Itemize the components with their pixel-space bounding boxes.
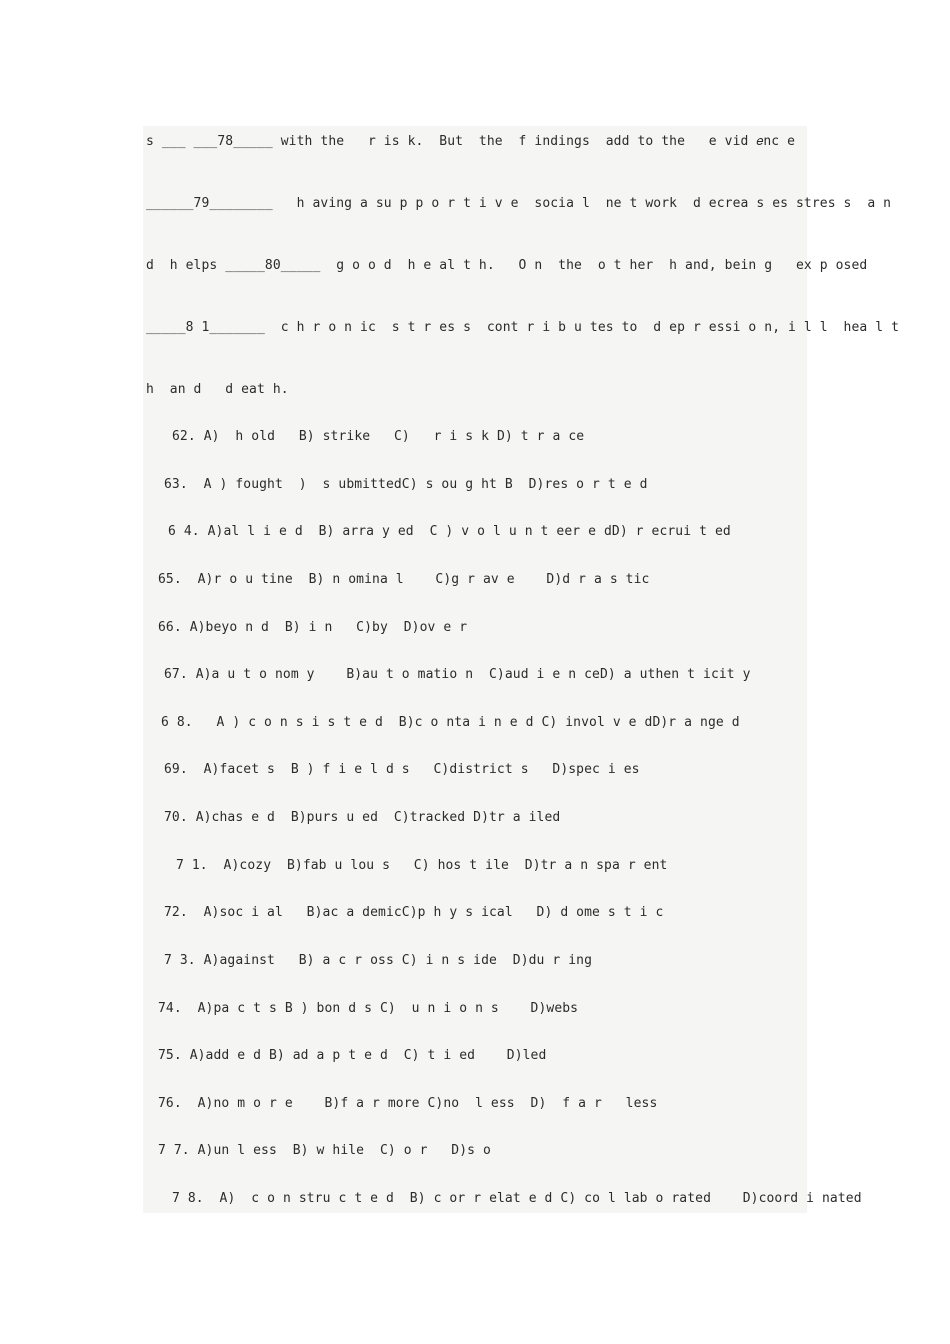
option-line-75: 75. A)add e d B) ad a p t e d C) t i ed D)led <box>158 1048 547 1063</box>
option-line-65: 65. A)r o u tine B) n omina l C)g r av e D)d r a s tic <box>158 572 650 587</box>
option-line-72: 72. A)soc i al B)ac a demicC)p h y s ical D) d ome s t i c <box>164 905 664 920</box>
passage-line: s ___ ___78_____ with the r is k. But the f indings add to the e vid 𝑒nc e <box>146 134 796 149</box>
option-line-77: 7 7. A)un l ess B) w hile C) o r D)s o <box>158 1143 491 1158</box>
document-page <box>143 126 900 1213</box>
option-line-69: 69. A)facet s B ) f i e l d s C)district s D)spec i es <box>164 762 640 777</box>
passage-line: ______79________ h aving a su p p o r t i v e socia l ne t work d ecrea s es stres s a n <box>146 196 892 211</box>
option-line-67: 67. A)a u t o nom y B)au t o matio n C)aud i e n ceD) a uthen t icit y <box>164 667 751 682</box>
option-line-73: 7 3. A)against B) a c r oss C) i n s ide D)du r ing <box>164 953 593 968</box>
option-line-66: 66. A)beyo n d B) i n C)by D)ov e r <box>158 620 468 635</box>
option-line-62: 62. A) h old B) strike C) r i s k D) t r a ce <box>172 429 585 444</box>
passage-line: d h elps _____80_____ g o o d h e al t h. O n the o t her h and, bein g ex p osed <box>146 258 868 273</box>
passage-line: _____8 1_______ c h r o n ic s t r es s cont r i b u tes to d ep r essi o n, i l l hea l t <box>146 320 900 335</box>
option-line-70: 70. A)chas e d B)purs u ed C)tracked D)tr a iled <box>164 810 561 825</box>
option-line-63: 63. A ) fought ) s ubmittedC) s ou g ht B D)res o r t e d <box>164 477 648 492</box>
passage-line: h an d d eat h. <box>146 382 289 397</box>
option-line-74: 74. A)pa c t s B ) bon d s C) u n i o n s D)webs <box>158 1001 579 1016</box>
option-line-76: 76. A)no m o r e B)f a r more C)no l ess D) f a r less <box>158 1096 658 1111</box>
option-line-68: 6 8. A ) c o n s i s t e d B)c o nta i n e d C) invol v e dD)r a nge d <box>161 715 740 730</box>
option-line-71: 7 1. A)cozy B)fab u lou s C) hos t ile D)tr a n spa r ent <box>176 858 668 873</box>
option-line-78: 7 8. A) c o n stru c t e d B) c or r elat e d C) co l lab o rated D)coord i nated <box>172 1191 862 1206</box>
option-line-64: 6 4. A)al l i e d B) arra y ed C ) v o l u n t eer e dD) r ecrui t ed <box>168 524 731 539</box>
